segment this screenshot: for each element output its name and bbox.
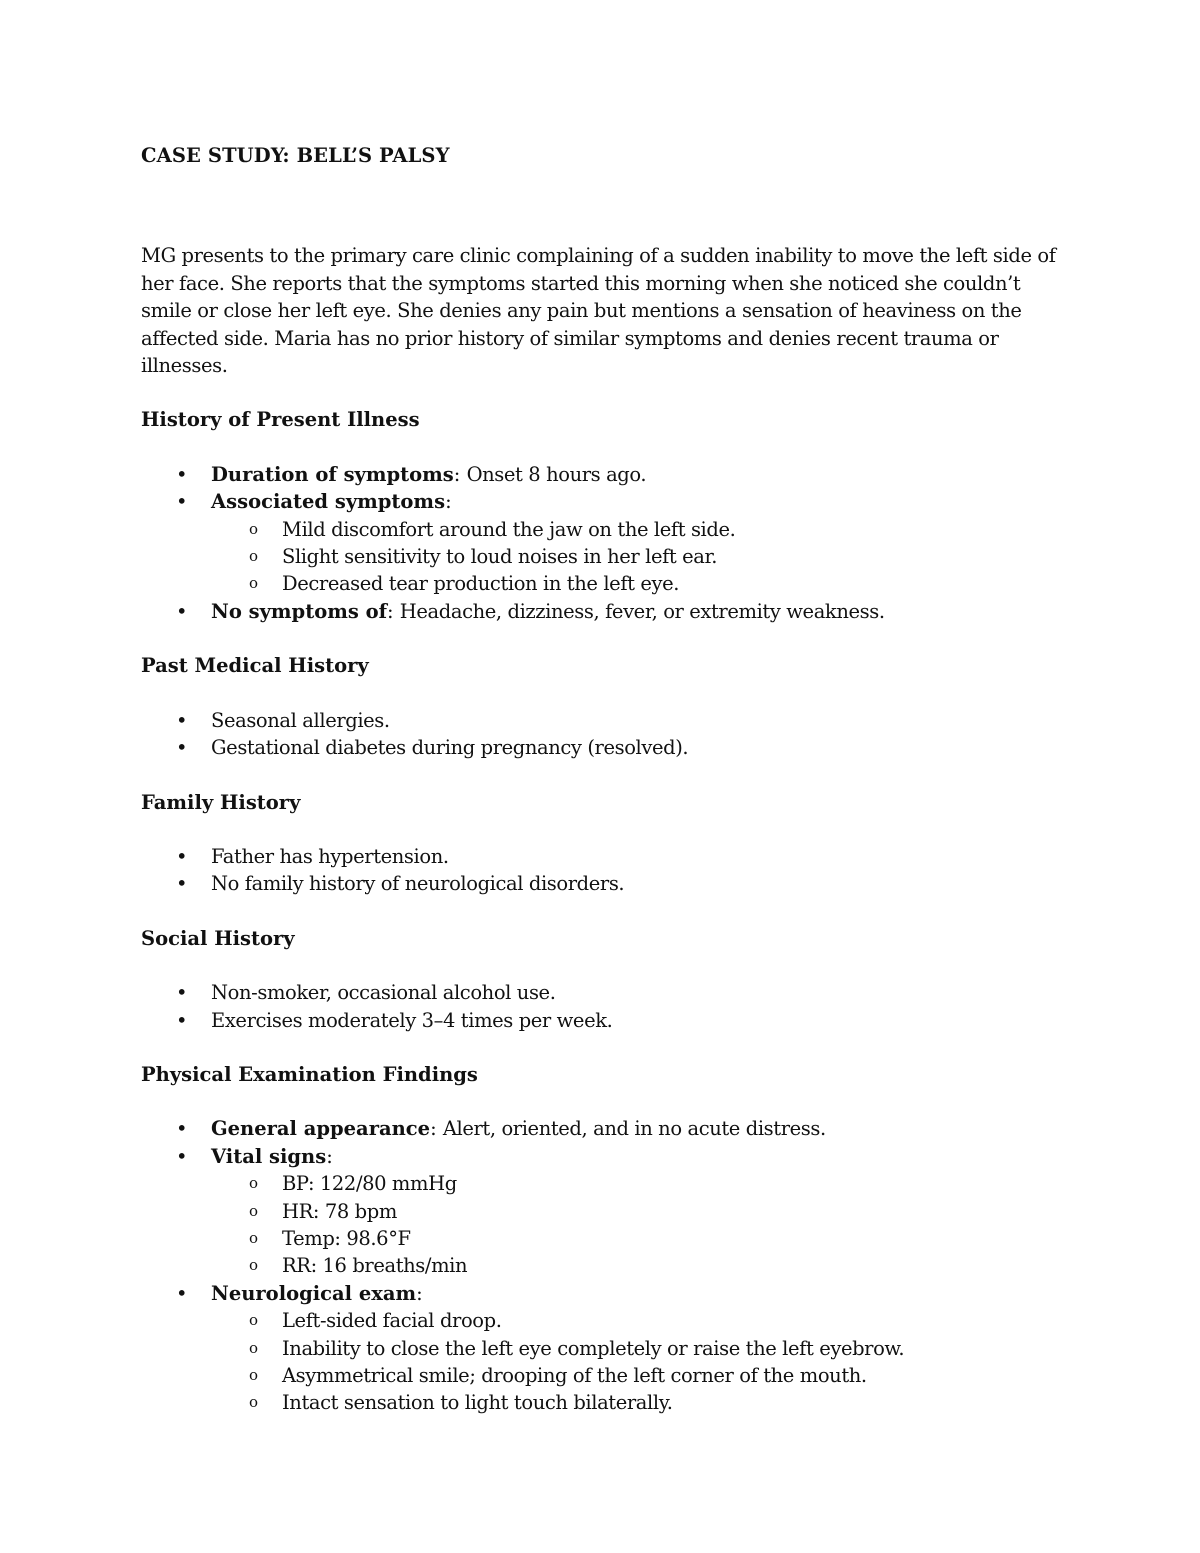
pmh-heading: Past Medical History [141,654,369,678]
circle-bullet-icon: o [249,1174,259,1193]
vitals-sublist [211,1170,1071,1280]
sub-item-text: Asymmetrical smile; drooping of the left corner of the mouth. [282,1364,867,1387]
pmh-list [141,707,1071,762]
family-heading: Family History [141,790,301,814]
sub-item-text: Intact sensation to light touch bilaterally. [282,1391,673,1415]
general-label: General appearance [211,1117,431,1141]
duration-label: Duration of symptoms [211,462,454,486]
bullet-icon: • [176,599,188,623]
document-title: CASE STUDY: BELL’S PALSY [141,144,450,167]
bullet-icon: • [176,1117,188,1141]
item-text: Non-smoker, occasional alcohol use. [211,981,556,1005]
bullet-icon: • [176,490,188,514]
sub-item-text: Left-sided facial droop. [282,1309,502,1333]
no-symptoms-text: Headache, dizziness, fever, or extremity weakness. [399,599,885,623]
sub-list-item [211,543,1071,570]
bullet-icon: • [176,736,188,760]
sub-list-item [211,1307,1071,1334]
list-item [141,734,1071,761]
list-item [141,707,1071,734]
bullet-icon: • [176,1281,188,1305]
sub-list-item [211,1198,1071,1225]
exam-heading: Physical Examination Findings [141,1062,478,1086]
no-symptoms-sep: : [387,599,400,623]
duration-sep: : [453,462,467,486]
bullet-icon: • [176,872,188,896]
sub-list-item [211,516,1071,543]
sub-list-item [211,1362,1071,1389]
neuro-sep: : [416,1281,423,1305]
associated-label: Associated symptoms [211,490,446,514]
sub-list-item [211,1170,1071,1197]
item-text: No family history of neurological disorders. [211,872,625,896]
circle-bullet-icon: o [249,1256,259,1275]
circle-bullet-icon: o [249,519,259,538]
sub-item-text: BP: 122/80 mmHg [282,1172,457,1196]
intro-paragraph: MG presents to the primary care clinic complaining of a sudden inability to move the left side of her face. She reports that the symptoms started this morning when she noticed she couldn’t smile or close her left eye. She denies any pain but mentions a sensation of heaviness on the affected side. Maria has no prior history of similar symptoms and denies recent trauma or illnesses. [141,244,1056,378]
list-item [141,1280,1071,1417]
bullet-icon: • [176,462,188,486]
vitals-label: Vital signs [211,1144,327,1168]
bullet-icon: • [176,708,188,732]
sub-item-text: RR: 16 breaths/min [282,1254,468,1278]
list-item [141,488,1071,598]
document-page [141,142,1071,1417]
circle-bullet-icon: o [249,1393,259,1412]
exam-list [141,1115,1071,1416]
associated-sublist [211,516,1071,598]
sub-list-item [211,570,1071,597]
vitals-sep: : [326,1144,333,1168]
general-text: Alert, oriented, and in no acute distress. [442,1117,826,1141]
sub-item-text: Temp: 98.6°F [282,1226,411,1250]
family-list [141,843,1071,898]
list-item [141,1007,1071,1034]
circle-bullet-icon: o [249,574,259,593]
bullet-icon: • [176,1008,188,1032]
hpi-heading: History of Present Illness [141,408,420,432]
general-sep: : [430,1117,443,1141]
sub-item-text: Inability to close the left eye completely or raise the left eyebrow. [282,1336,905,1360]
neuro-sublist [211,1307,1071,1417]
circle-bullet-icon: o [249,1366,259,1384]
sub-item-text: Slight sensitivity to loud noises in her left ear. [282,545,718,569]
sub-item-text: Mild discomfort around the jaw on the left side. [282,517,736,541]
no-symptoms-label: No symptoms of [211,599,388,623]
sub-list-item [211,1389,1071,1416]
list-item [141,461,1071,488]
circle-bullet-icon: o [249,1228,259,1247]
list-item [141,870,1071,897]
bullet-icon: • [176,1144,188,1168]
sub-list-item [211,1225,1071,1252]
item-text: Father has hypertension. [211,844,449,868]
item-text: Exercises moderately 3–4 times per week. [211,1008,613,1032]
circle-bullet-icon: o [249,1201,259,1220]
social-heading: Social History [141,926,295,950]
sub-list-item [211,1335,1071,1362]
list-item [141,598,1071,625]
item-text: Gestational diabetes during pregnancy (resolved). [211,736,689,760]
social-list [141,979,1071,1034]
circle-bullet-icon: o [249,547,259,566]
sub-item-text: HR: 78 bpm [282,1199,397,1223]
list-item [141,979,1071,1006]
neuro-label: Neurological exam [211,1281,417,1305]
list-item [141,843,1071,870]
associated-sep: : [445,490,452,514]
list-item [141,1115,1071,1142]
list-item [141,1143,1071,1280]
circle-bullet-icon: o [249,1338,259,1357]
sub-item-text: Decreased tear production in the left eye. [282,572,680,596]
circle-bullet-icon: o [249,1311,259,1330]
sub-list-item [211,1252,1071,1279]
hpi-list [141,461,1071,625]
item-text: Seasonal allergies. [211,708,390,732]
duration-text: Onset 8 hours ago. [466,462,647,486]
bullet-icon: • [176,844,188,868]
bullet-icon: • [176,981,188,1005]
